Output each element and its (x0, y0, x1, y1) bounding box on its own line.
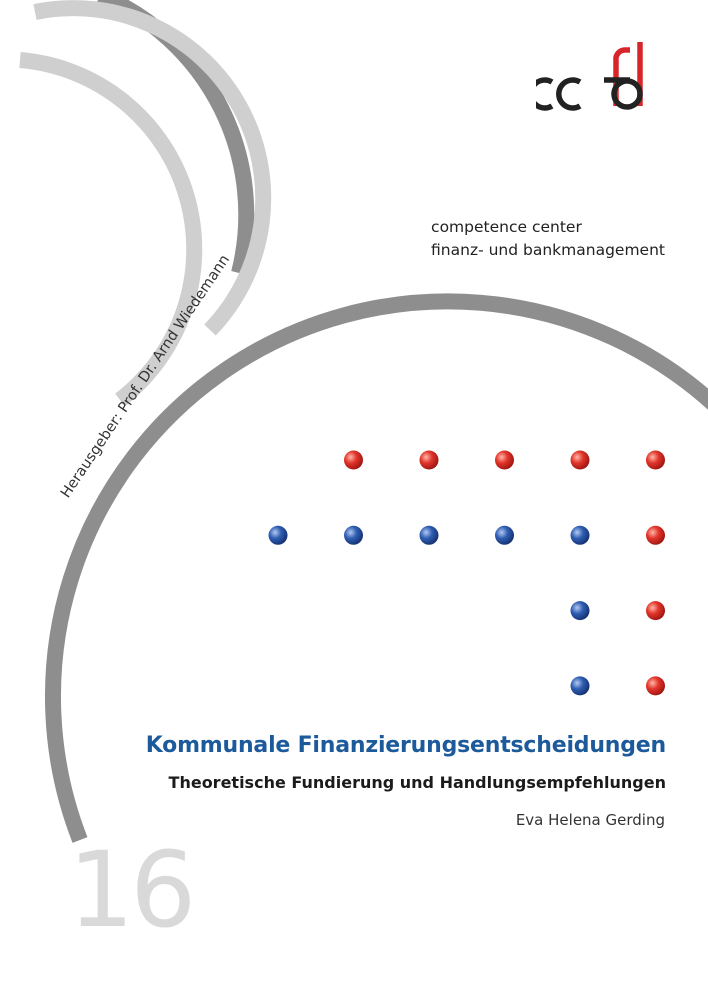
red-dot (495, 451, 514, 470)
center-name-line2: finanz- und bankmanagement (431, 241, 665, 259)
red-dot (646, 601, 665, 620)
blue-dot (571, 676, 590, 695)
editor-credit: Herausgeber: Prof. Dr. Arnd Wiedemann (58, 252, 234, 501)
red-dot (420, 451, 439, 470)
book-subtitle: Theoretische Fundierung und Handlungsempfehlungen (168, 773, 666, 792)
blue-dot (344, 526, 363, 545)
blue-dot (495, 526, 514, 545)
red-dot (571, 451, 590, 470)
blue-dot (571, 601, 590, 620)
blue-dot (420, 526, 439, 545)
book-title: Kommunale Finanzierungsentscheidungen (145, 733, 666, 758)
center-name-line1: competence center (431, 218, 582, 236)
blue-dot (269, 526, 288, 545)
author-name: Eva Helena Gerding (515, 811, 665, 829)
red-dot (646, 676, 665, 695)
blue-dot (571, 526, 590, 545)
red-dot (646, 526, 665, 545)
volume-number: 16 (68, 829, 193, 951)
red-dot (344, 451, 363, 470)
red-dot (646, 451, 665, 470)
